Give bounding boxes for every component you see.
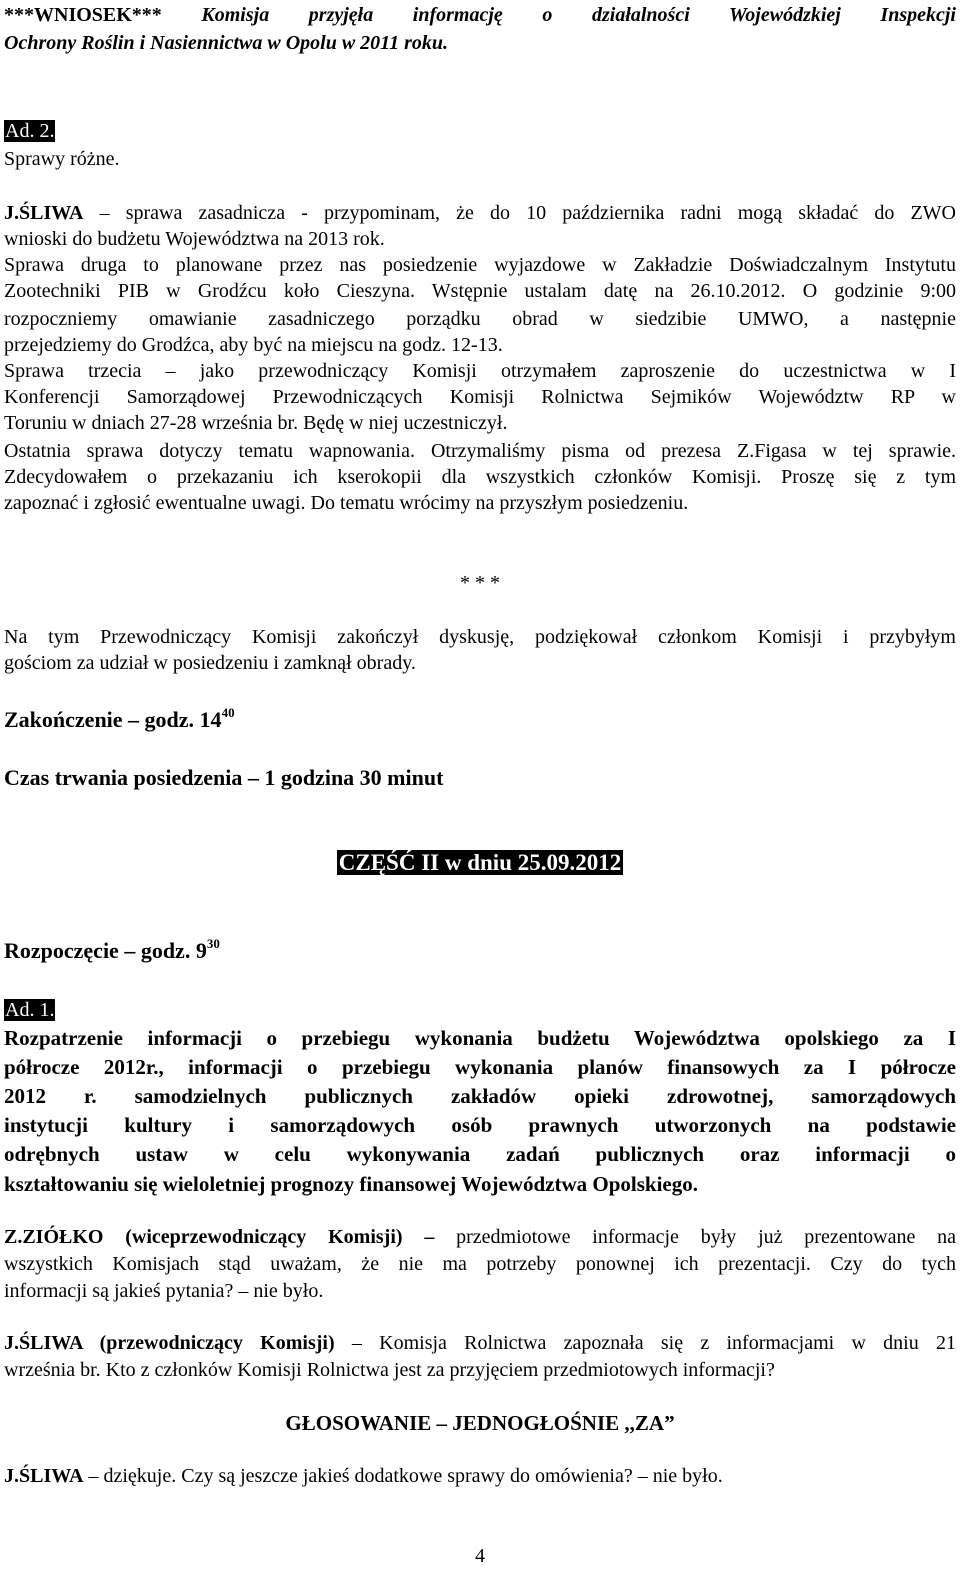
speaker-name: J.ŚLIWA (przewodniczący Komisji)	[4, 1332, 335, 1354]
part2-heading-row	[4, 850, 956, 877]
wniosek-text-1: Komisja przyjęła informację o działalności Wojewódzkiej Inspekcji	[201, 4, 956, 26]
start-time-minutes: 30	[206, 936, 220, 951]
speaker-name: Z.ZIÓŁKO (wiceprzewodniczący Komisji) –	[4, 1226, 435, 1248]
wniosek-label: ***WNIOSEK***	[4, 4, 162, 26]
ad1-line-2: półrocze 2012r., informacji o przebiegu wykonania planów finansowych za I półrocze	[4, 1055, 956, 1079]
voting-result: GŁOSOWANIE – JEDNOGŁOŚNIE ,,ZA”	[285, 1411, 675, 1435]
ad1-line-3: 2012 r. samodzielnych publicznych zakładów opieki zdrowotnej, samorządowych	[4, 1084, 956, 1108]
sprawa2-line-2: Zootechniki PIB w Grodźcu koło Cieszyna. Wstępnie ustalam datę na 26.10.2012. O godzinie 9:00	[4, 280, 956, 302]
section-separator: * * *	[460, 572, 500, 594]
wniosek-line-1	[4, 2, 956, 28]
duration: Czas trwania posiedzenia – 1 godzina 30 minut	[4, 765, 444, 790]
part2-heading: CZĘŚĆ II w dniu 25.09.2012	[338, 850, 622, 875]
end-time	[4, 707, 956, 733]
ad1-number: Ad. 1.	[5, 999, 55, 1021]
sliwa2-text-1: – Komisja Rolnictwa zapoznała się z informacjami w dniu 21	[334, 1332, 957, 1354]
ad1-line-1: Rozpatrzenie informacji o przebiegu wykonania budżetu Województwa opolskiego za I	[4, 1026, 956, 1050]
ostatnia-line-2: Zdecydowałem o przekazaniu ich kserokopii dla wszystkich członków Komisji. Proszę się z tym	[4, 466, 956, 488]
sprawa3-line-1: Sprawa trzecia – jako przewodniczący Komisji otrzymałem zaproszenie do uczestnictwa w I	[4, 360, 956, 382]
ad1-line-4: instytucji kultury i samorządowych osób prawnych utworzonych na podstawie	[4, 1113, 956, 1137]
page-number: 4	[475, 1545, 485, 1567]
ziolko-line-1	[4, 1224, 956, 1250]
speaker-name: J.ŚLIWA	[4, 202, 84, 224]
sliwa2-line-2: września br. Kto z członków Komisji Rolnictwa jest za przyjęciem przedmiotowych informacji?	[4, 1359, 775, 1381]
end-time-label: Zakończenie – godz. 14	[4, 707, 222, 732]
sprawa2-line-1: Sprawa druga to planowane przez nas posiedzenie wyjazdowe w Zakładzie Doświadczalnym Instytutu	[4, 254, 956, 276]
sprawa3-line-3: Toruniu w dniach 27-28 września br. Będę w niej uczestniczył.	[4, 412, 508, 434]
ad1-line-6: kształtowaniu się wieloletniej prognozy finansowej Województwa Opolskiego.	[4, 1172, 698, 1196]
ziolko-text-1: przedmiotowe informacje były już prezentowane na	[434, 1226, 957, 1248]
start-time	[4, 938, 956, 964]
ziolko-line-2: wszystkich Komisjach stąd uważam, że nie ma potrzeby ponownej ich prezentacji. Czy do tych	[4, 1253, 956, 1275]
sprawa2-line-4: przejedziemy do Grodźca, aby być na miejscu na godz. 12-13.	[4, 334, 503, 356]
end-time-minutes: 40	[221, 705, 235, 720]
ad1-heading	[4, 997, 956, 1023]
document-page	[4, 0, 956, 1569]
ad1-line-5: odrębnych ustaw w celu wykonywania zadań publicznych oraz informacji o	[4, 1142, 956, 1166]
closing-line-1: Na tym Przewodniczący Komisji zakończył dyskusję, podziękował członkom Komisji i przybyłym	[4, 626, 956, 648]
sliwa1-line-2: wnioski do budżetu Województwa na 2013 rok.	[4, 228, 385, 250]
start-time-label: Rozpoczęcie – godz. 9	[4, 938, 207, 963]
ostatnia-line-3: zapoznać i zgłosić ewentualne uwagi. Do tematu wrócimy na przyszłym posiedzeniu.	[4, 492, 689, 514]
sprawa2-line-3: rozpoczniemy omawianie zasadniczego porządku obrad w siedzibie UMWO, a następnie	[4, 308, 956, 330]
sliwa2-line-1	[4, 1330, 956, 1356]
ad2-heading	[4, 118, 956, 144]
sliwa1-text-1: – sprawa zasadnicza - przypominam, że do 10 października radni mogą składać do ZWO	[83, 202, 956, 224]
ostatnia-line-1: Ostatnia sprawa dotyczy tematu wapnowania. Otrzymaliśmy pisma od prezesa Z.Figasa w tej sprawie.	[4, 440, 956, 462]
sliwa3-line	[4, 1463, 956, 1489]
sliwa1-line-1	[4, 200, 956, 226]
wniosek-line-2: Ochrony Roślin i Nasiennictwa w Opolu w 2011 roku.	[4, 32, 448, 54]
sprawa3-line-2: Konferencji Samorządowej Przewodniczących Komisji Rolnictwa Sejmików Województw RP w	[4, 386, 956, 408]
closing-line-2: gościom za udział w posiedzeniu i zamknął obrady.	[4, 652, 416, 674]
ad2-title: Sprawy różne.	[4, 148, 120, 170]
sliwa3-text: – dziękuje. Czy są jeszcze jakieś dodatkowe sprawy do omówienia? – nie było.	[83, 1465, 723, 1487]
ziolko-line-3: informacji są jakieś pytania? – nie było.	[4, 1280, 324, 1302]
ad2-number: Ad. 2.	[5, 120, 55, 142]
speaker-name: J.ŚLIWA	[4, 1465, 84, 1487]
